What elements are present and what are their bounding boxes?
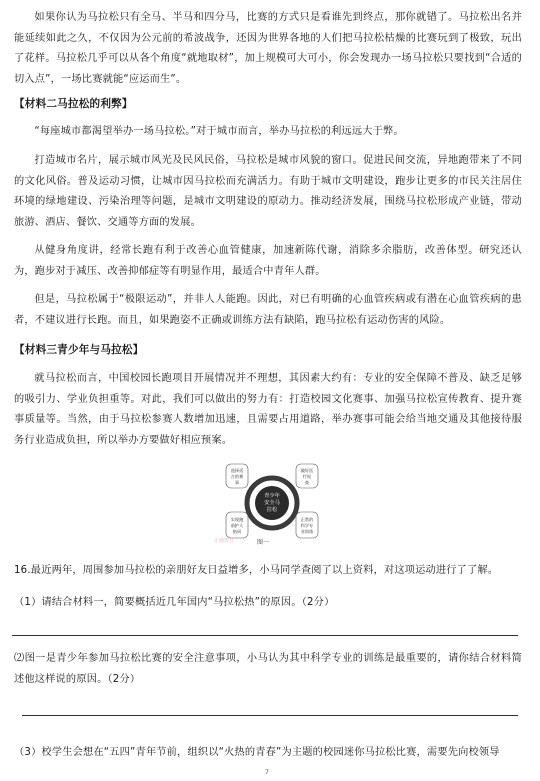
center-line-1: 青少年 [264,493,280,499]
question-16-1: （1）请结合材料一，简要概括近几年国内“马拉松热”的原因。（2分） [14,597,335,608]
answer-line-1[interactable] [12,635,518,636]
node-bl-line-2: 前护人 [230,523,244,528]
figure-label: 图一 [257,539,270,546]
intro-paragraph: 如果你认为马拉松只有全马、半马和四分马，比赛的方式只是看谁先到终点，那你就错了。马拉松出名并能延续如此之久，不仅因为公元前的希波战争，还因为世界各地的人们把马拉松枯燥的比赛玩到了极致，玩出了花样。马拉松几乎可以从各个角度“就地取材”，加上规模可大可小，你会发现办一场马拉松只要找到“合适的切入点”，一场比赛就能“应运而生”。 [14,12,522,85]
node-br-line-1: 正常的 [300,517,314,522]
material-three-paragraph: 就马拉松而言，中国校园长跑项目开展情况并不理想，其因素大约有：专业的安全保障不普及、缺乏足够的吸引力、学业负担重等。对此，我们可以做出的努力有：打造校园文化赛事、加强马拉松宣传教育、提升赛事质量等。当然，由于马拉松参赛人数增加迅速，且需要占用道路，举办赛事可能会给当地交通及其他接待服务行业造成负担，所以举办方要做好相应预案。 [14,373,522,446]
node-bl-line-1: 实现跑 [230,517,244,522]
node-tl-line-3: 事 [234,480,240,485]
node-bl-line-3: 陪同 [232,529,242,534]
answer-line-2[interactable] [22,715,518,716]
material-two-paragraph-2: 打造城市名片，展示城市风光及民风民俗，马拉松是城市风貌的窗口。促进民间交流，异地跑带来了不同的文化风俗。普及运动习惯，让城市因马拉松而充满活力。有助于城市文明建设，跑步让更多的市民关注居住环境的绿地建设、污染治理等问题，是城市文明建设的原动力。推动经济发展，围绕马拉松形成产业链，带动旅游、酒店、餐饮、交通等方面的发展。 [14,155,522,228]
material-three-heading: 【材料三青少年与马拉松】 [14,344,144,356]
page-number: 7 [265,769,269,776]
node-tr-line-3: 查 [304,480,310,485]
node-br-line-3: 业训练 [300,529,314,534]
node-tl-line-1: 选择适 [230,468,244,473]
node-br-line-2: 科学专 [300,523,314,528]
material-two-paragraph-3: 从健身角度讲，经常长跑有利于改善心血管健康，加速新陈代谢，消除多余脂肪，改善体型。研究还认为，跑步对于减压、改善抑郁症等有明显作用，最适合中青年人群。 [14,245,522,277]
material-two-paragraph-1: “每座城市都渴望举办一场马拉松。”对于城市而言，举办马拉松的利远远大于弊。 [34,126,404,137]
center-line-3: 拉松 [266,507,278,513]
question-16-2: ⑵图一是青少年参加马拉松比赛的安全注意事项，小马认为其中科学专业的训练是最重要的，请你结合材料简述他这样说的原因。（2分） [14,653,522,685]
center-line-2: 安全马 [264,500,280,506]
question-16-3: （3）校学生会想在“五四”青年节前，组织以“火热的青春”为主题的校园迷你马拉松比赛，需要先向校领导 [14,747,500,758]
safety-diagram [224,462,320,544]
node-tl-line-2: 合的赛 [230,474,244,479]
material-two-heading: 【材料二马拉松的利弊】 [14,98,133,110]
material-two-paragraph-4: 但是，马拉松属于“极限运动”，并非人人能跑。因此，对已有明确的心血管疾病或有潜在心血管疾病的患者，不建议进行长跑。而且，如果跑姿不正确或训练方法有缺陷，跑马拉松有运动伤害的风险。 [14,294,522,326]
node-tr-line-2: 疗检 [302,474,312,479]
watermark-text: 正确教育 [214,538,235,544]
node-tr-line-1: 做好医 [300,468,314,473]
question-16: 16.最近两年，周围参加马拉松的亲朋好友日益增多，小马同学查阅了以上资料，对这项运动进行了了解。 [14,565,499,576]
